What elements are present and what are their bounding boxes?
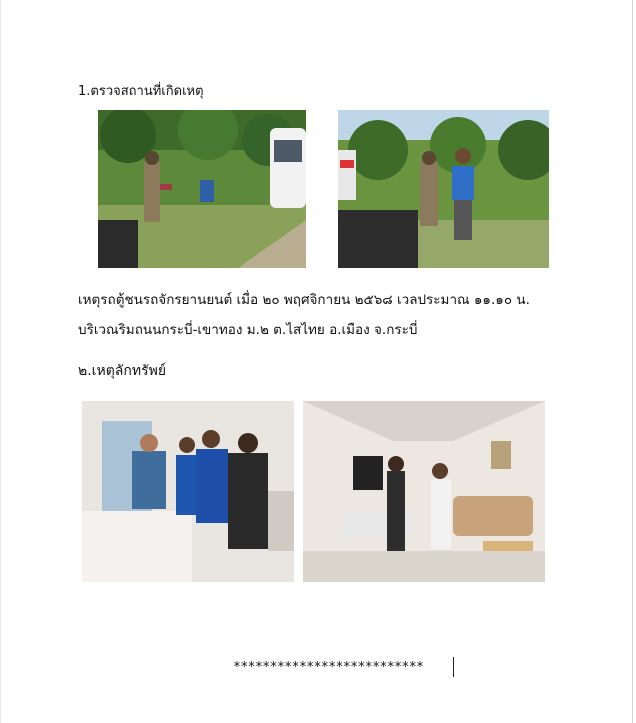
living-room-inspection-photo [303,401,545,582]
incident-description-line-1: เหตุรถตู้ชนรถจักรยานยนต์ เมื่อ ๒๐ พฤศจิกายน ๒๕๖๘ เวลประมาณ ๑๑.๑๐ น. [78,292,530,308]
roadside-interview-photo [338,110,549,268]
text-cursor [453,657,454,677]
section-2-heading: ๒.เหตุลักทรัพย์ [78,363,167,379]
incident-description-line-2: บริเวณริมถนนกระบี่-เขาทอง ม.๒ ต.ไสไทย อ.เมือง จ.กระบี่ [78,322,418,338]
section-1-heading: 1.ตรวจสถานที่เกิดเหตุ [78,84,204,99]
end-separator: ************************** [233,660,424,675]
bedroom-officers-photo [82,401,294,582]
roadside-inspection-photo [98,110,306,268]
